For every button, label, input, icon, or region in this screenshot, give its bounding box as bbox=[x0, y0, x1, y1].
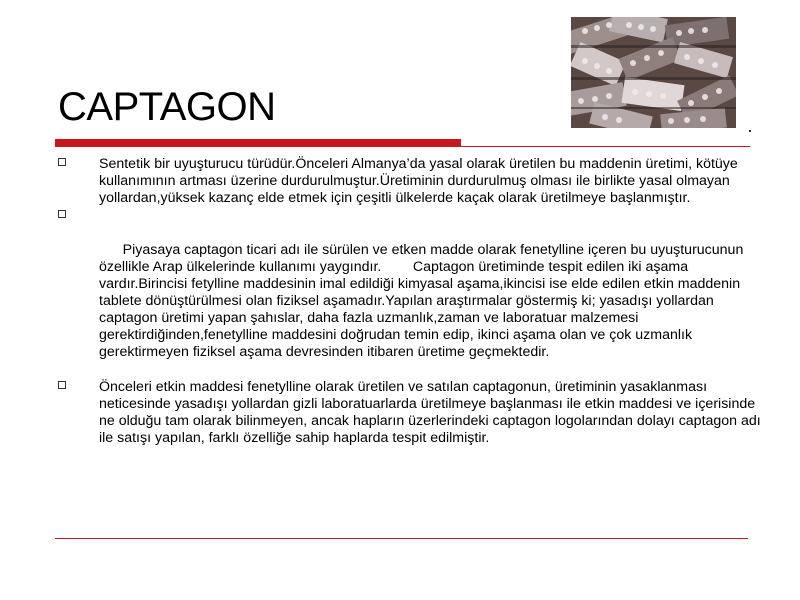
square-bullet-icon bbox=[58, 381, 66, 389]
decorative-dot bbox=[749, 130, 751, 132]
slide-title: CAPTAGON bbox=[58, 85, 276, 129]
list-item bbox=[58, 379, 763, 447]
bullet-text: Önceleri etkin maddesi fenetylline olarak üretilen ve satılan captagonun, üretiminin yasaklanması neticesinde yasadışı yollardan gizli laboratuarlarda üretilmeye başlanması ile etkin maddesi ve içerisinde ne olduğu tam olarak bilinmeyen, ancak hapların üzerlerindeki captagon logolarından dolayı captagon adı ile satışı yapılan, farklı özelliğe sahip haplarda tespit edilmiştir. bbox=[99, 379, 761, 446]
title-underline-rule bbox=[55, 146, 750, 147]
bullet-text: Sentetik bir uyuşturucu türüdür.Önceleri Almanya’da yasal olarak üretilen bu maddenin üretimi, kötüye kullanımının artması üzerine durdurulmuştur.Üretiminin durdurulmuş olması ile birlikte yasal olmayan yollardan,yüksek kazanç elde etmek için çeşitli ülkelerde kaçak olarak üretilmeye başlanmıştır. bbox=[99, 156, 738, 206]
square-bullet-icon bbox=[58, 210, 66, 218]
list-item bbox=[58, 208, 763, 378]
slide-body bbox=[58, 156, 763, 448]
pills-photo-graphic bbox=[571, 17, 736, 128]
bullet-text: Piyasaya captagon ticari adı ile sürülen ve etken madde olarak fenetylline içeren bu uyuşturucunun özellikle Arap ülkelerinde kullanımı yaygındır. Captagon üretiminde tespit edilen iki aşama vardır.Birincisi fetylline maddesinin imal edildiği kimyasal aşama,ikincisi ise elde edilen etkin maddenin tablete dönüştürülmesi olan fiziksel aşamadır.Yapılan araştırmalar göstermiş ki; yasadışı yollardan captagon üretimi yapan şahıslar, daha fazla uzmanlık,zaman ve laboratuar malzemesi gerektirdiğinden,fenetylline maddesini doğrudan temin edip, ikinci aşama olan ve çok uzmanlık gerektirmeyen fiziksel aşama devresinden itibaren üretime geçmektedir. bbox=[99, 242, 748, 360]
square-bullet-icon bbox=[58, 158, 66, 166]
pills-photo bbox=[571, 17, 736, 128]
footer-rule bbox=[55, 538, 748, 539]
list-item bbox=[58, 156, 763, 207]
